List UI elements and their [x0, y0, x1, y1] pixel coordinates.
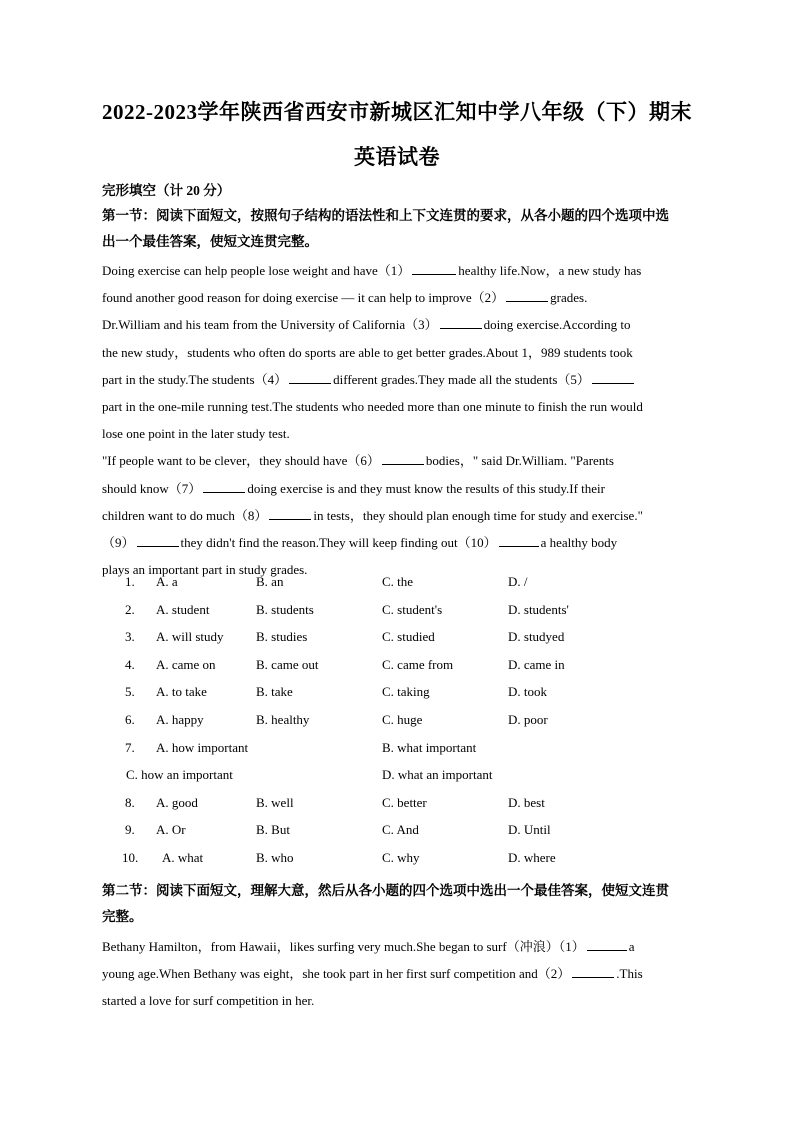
answer-blank-10	[499, 533, 539, 547]
option-a[interactable]: A. what	[162, 849, 204, 865]
option-d[interactable]: D. where	[508, 849, 556, 865]
passage-line: "If people want to be clever，they should have（6） bodies，" said Dr.William. "Parents	[102, 453, 614, 469]
exam-title-line1: 2022-2023学年陕西省西安市新城区汇知中学八年级（下）期末	[102, 100, 692, 124]
question-row-7-continued	[102, 767, 702, 795]
option-c[interactable]: C. huge	[382, 711, 423, 727]
option-c[interactable]: C. the	[382, 574, 414, 589]
question-number: 3.	[125, 629, 135, 645]
option-d[interactable]: D. Until	[508, 822, 551, 838]
passage-line: part in the study.The students（4） different grades.They made all the students（5）	[102, 366, 692, 393]
question-row-5	[102, 684, 702, 712]
question-row-6	[102, 712, 702, 740]
passage-line: plays an important part in study grades.	[102, 562, 308, 578]
question-row-1	[102, 574, 702, 602]
option-b[interactable]: B. healthy	[256, 711, 310, 727]
question-options	[102, 574, 702, 878]
option-c[interactable]: C. better	[382, 794, 427, 810]
answer-blank-3	[440, 315, 482, 329]
option-a[interactable]: A. good	[156, 794, 198, 810]
part1-instruction-line2: 出一个最佳答案，使短文连贯完整。	[102, 234, 318, 249]
answer-blank-9	[137, 533, 179, 547]
option-b[interactable]: B. came out	[256, 656, 319, 672]
question-number: 9.	[125, 822, 135, 838]
answer-blank-1	[412, 261, 456, 275]
question-number: 4.	[125, 656, 135, 672]
passage-line: young age.When Bethany was eight，she took part in her first surf competition and（2） .This	[102, 966, 643, 982]
option-d[interactable]: D. came in	[508, 656, 565, 672]
section-heading: 完形填空（计 20 分）	[102, 183, 231, 198]
option-a[interactable]: A. Or	[156, 822, 186, 838]
option-d[interactable]: D. students'	[508, 601, 569, 617]
part1-instruction	[102, 203, 698, 255]
part2-instruction-line2: 完整。	[102, 909, 143, 924]
answer-blank-5	[592, 370, 634, 384]
option-a[interactable]: A. will study	[156, 629, 224, 645]
option-b[interactable]: B. studies	[256, 629, 308, 645]
question-row-8	[102, 795, 702, 823]
option-c[interactable]: C. taking	[382, 684, 430, 700]
option-c[interactable]: C. studied	[382, 629, 435, 645]
passage-line: children want to do much（8） in tests，they should plan enough time for study and exercise."	[102, 507, 643, 523]
option-a[interactable]: A. how important	[156, 739, 249, 755]
option-a[interactable]: A. to take	[156, 684, 207, 700]
option-c[interactable]: C. student's	[382, 601, 443, 617]
answer-blank-8	[269, 506, 311, 520]
question-row-7	[102, 740, 702, 768]
option-d[interactable]: D. what an important	[382, 767, 493, 783]
question-row-2	[102, 602, 702, 630]
option-b[interactable]: B. take	[256, 684, 293, 700]
answer-blank-4	[289, 370, 331, 384]
question-row-3	[102, 629, 702, 657]
part2-instruction	[102, 878, 698, 930]
answer-blank-7	[203, 479, 245, 493]
option-c[interactable]: C. why	[382, 849, 420, 865]
option-b[interactable]: B. But	[256, 822, 290, 838]
part2-instruction-line1: 第二节：阅读下面短文，理解大意，然后从各小题的四个选项中选出一个最佳答案，使短文连贯	[102, 883, 669, 898]
question-number: 1.	[125, 574, 135, 589]
option-d[interactable]: D. studyed	[508, 629, 565, 645]
option-b[interactable]: B. an	[256, 574, 284, 589]
question-number: 5.	[125, 684, 135, 700]
option-a[interactable]: A. a	[156, 574, 178, 589]
option-d[interactable]: D. best	[508, 794, 545, 810]
passage-line: lose one point in the later study test.	[102, 426, 290, 442]
passage-line: Dr.William and his team from the University of California（3） doing exercise.According to	[102, 317, 631, 333]
option-a[interactable]: A. happy	[156, 711, 204, 727]
passage-line: found another good reason for doing exercise — it can help to improve（2） grades.	[102, 290, 588, 306]
option-a[interactable]: A. came on	[156, 656, 216, 672]
passage-line: Doing exercise can help people lose weight and have（1） healthy life.Now，a new study has	[102, 263, 642, 278]
question-number: 10.	[122, 849, 139, 865]
question-number: 7.	[125, 739, 135, 755]
option-c[interactable]: C. And	[382, 822, 419, 838]
option-c[interactable]: C. how an important	[126, 767, 233, 783]
option-d[interactable]: D. /	[508, 574, 528, 589]
part1-passage	[102, 257, 692, 583]
question-row-4	[102, 657, 702, 685]
answer-blank-1	[587, 937, 627, 951]
question-number: 6.	[125, 711, 135, 727]
part1-instruction-line1: 第一节：阅读下面短文，按照句子结构的语法性和上下文连贯的要求，从各小题的四个选项中选	[102, 208, 669, 223]
option-b[interactable]: B. well	[256, 794, 294, 810]
answer-blank-6	[382, 451, 424, 465]
option-b[interactable]: B. students	[256, 601, 314, 617]
option-b[interactable]: B. who	[256, 849, 294, 865]
question-row-10	[102, 850, 702, 878]
passage-line: Bethany Hamilton，from Hawaii，likes surfing very much.She began to surf（冲浪）（1） a	[102, 939, 635, 954]
option-c[interactable]: C. came from	[382, 656, 454, 672]
passage-line: part in the one-mile running test.The students who needed more than one minute to finish the run would	[102, 399, 643, 415]
question-number: 8.	[125, 794, 135, 810]
option-b[interactable]: B. what important	[382, 739, 477, 755]
exam-title-line2: 英语试卷	[354, 145, 440, 169]
answer-blank-2	[572, 964, 614, 978]
question-number: 2.	[125, 601, 135, 617]
question-row-9	[102, 822, 702, 850]
part2-passage	[102, 933, 692, 1015]
answer-blank-2	[506, 288, 548, 302]
option-a[interactable]: A. student	[156, 601, 210, 617]
passage-line: （9） they didn't find the reason.They will keep finding out（10） a healthy body	[102, 535, 618, 551]
passage-line: started a love for surf competition in her.	[102, 993, 315, 1009]
option-d[interactable]: D. poor	[508, 711, 548, 727]
passage-line: should know（7） doing exercise is and they must know the results of this study.If their	[102, 480, 605, 496]
passage-line: the new study，students who often do sports are able to get better grades.About 1，989 students took	[102, 344, 633, 360]
option-d[interactable]: D. took	[508, 684, 547, 700]
